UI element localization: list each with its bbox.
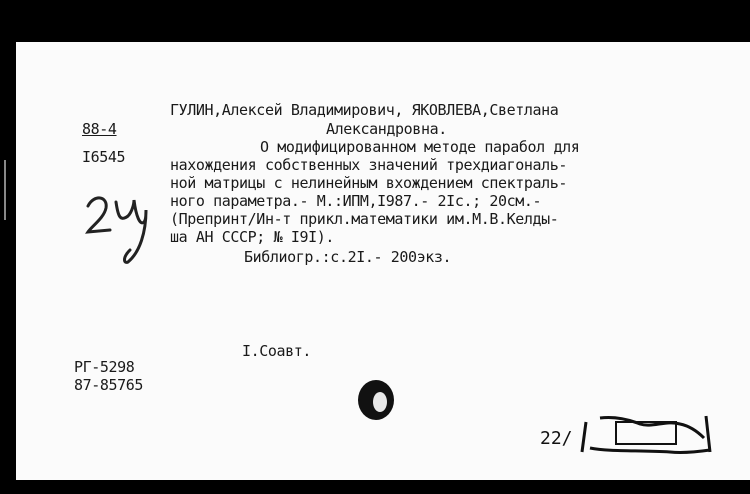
code-registry: 87-85765 bbox=[74, 376, 144, 394]
code-rg: РГ-5298 bbox=[74, 358, 135, 376]
inventory-number: I6545 bbox=[82, 148, 126, 166]
handwritten-mark bbox=[84, 192, 164, 272]
stamp-text: 22/ bbox=[540, 428, 573, 449]
stamp-mark bbox=[520, 408, 730, 458]
authors-line-2: Александровна. bbox=[326, 120, 447, 138]
body-line-2: нахождения собственных значений трехдиагональ- bbox=[170, 156, 568, 174]
punch-hole bbox=[356, 378, 396, 422]
authors-line-1: ГУЛИН,Алексей Владимирович, ЯКОВЛЕВА,Светлана bbox=[170, 101, 559, 119]
shelfmark: 88-4 bbox=[82, 120, 117, 138]
body-line-5: (Препринт/Ин-т прикл.математики им.М.В.Келды- bbox=[170, 210, 559, 228]
coauthor-note: I.Соавт. bbox=[242, 342, 312, 360]
body-line-3: ной матрицы с нелинейным вхождением спектраль- bbox=[170, 174, 568, 192]
left-border-marks bbox=[0, 140, 16, 260]
body-line-6: ша АН СССР; № I9I). bbox=[170, 228, 334, 246]
bibliography-note: Библиогр.:с.2I.- 200экз. bbox=[244, 248, 452, 266]
body-line-4: ного параметра.- М.:ИПМ,I987.- 2Iс.; 20см.- bbox=[170, 192, 542, 210]
body-line-1: О модифицированном методе парабол для bbox=[260, 138, 580, 156]
